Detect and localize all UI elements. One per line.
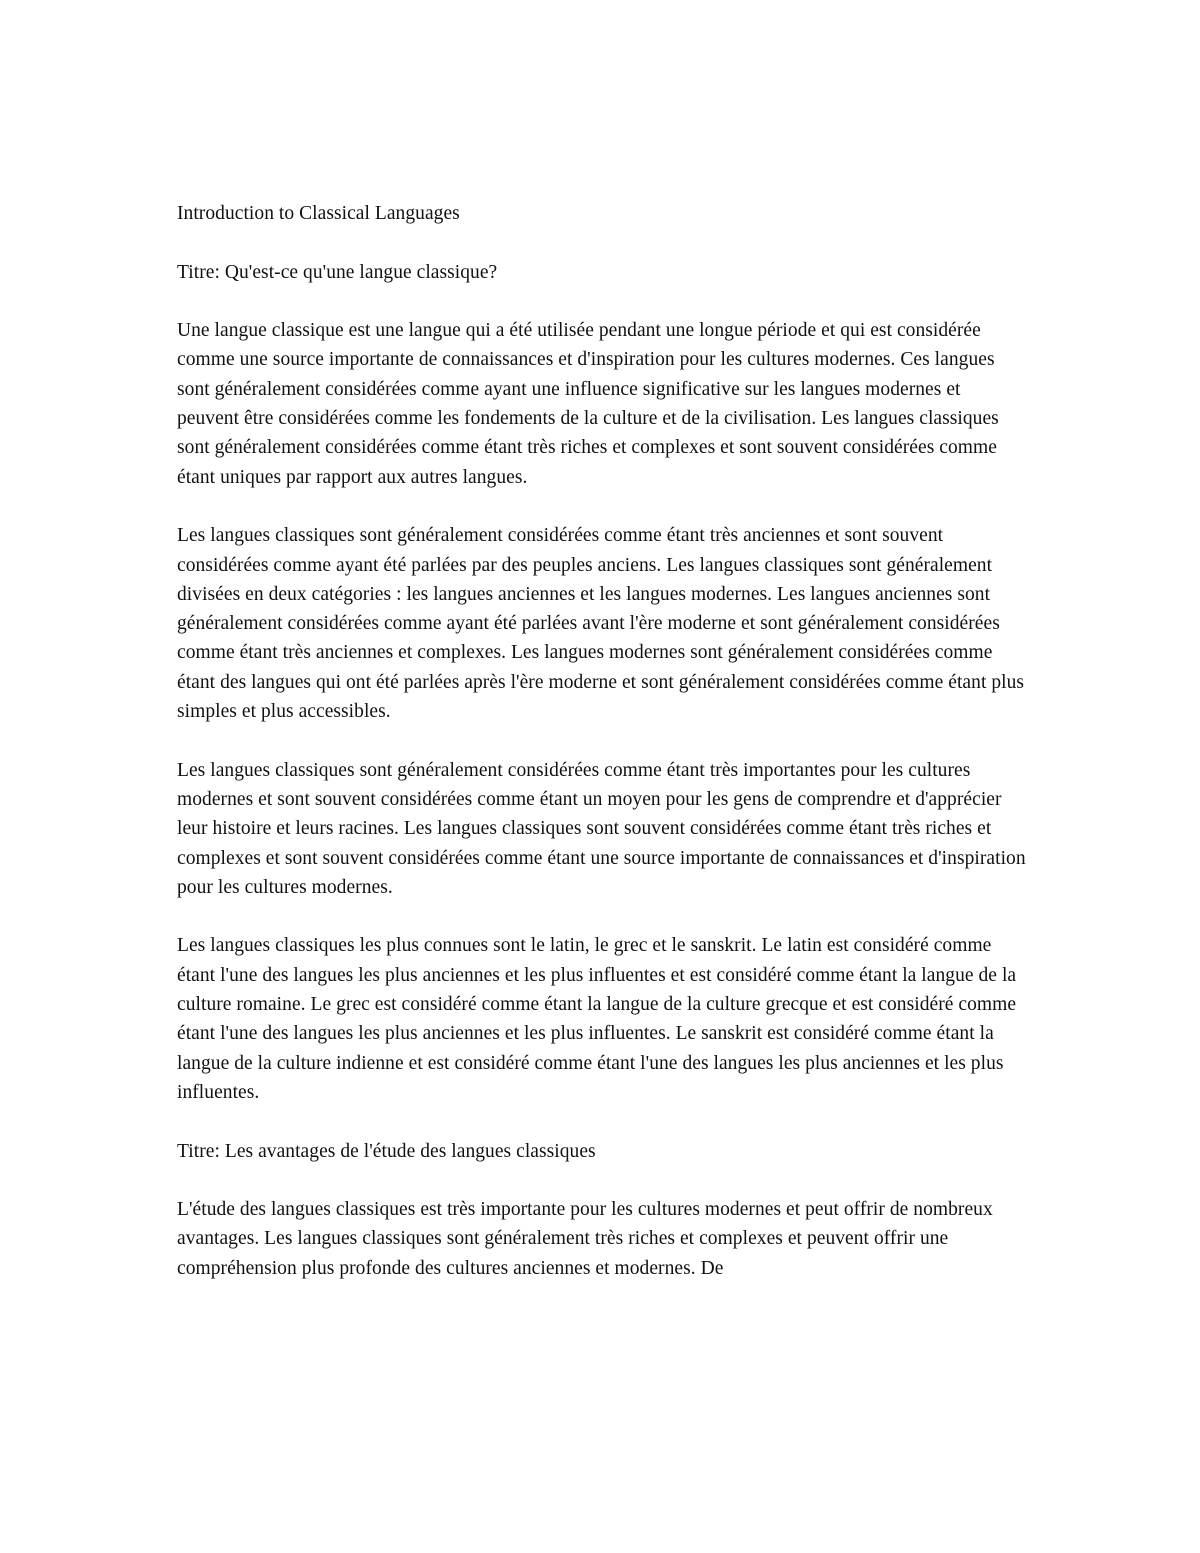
paragraph: L'étude des langues classiques est très importante pour les cultures modernes et peut offrir de nombreux avantages. Les langues classiques sont généralement très riches et complexes et peuvent offrir une compréhension plus profonde des cultures anciennes et modernes. De — [177, 1199, 993, 1279]
paragraph: Les langues classiques les plus connues sont le latin, le grec et le sanskrit. Le latin est considéré comme étant l'une des langues les plus anciennes et les plus influentes et est considéré comme étant la langue de la culture romaine. Le grec est considéré comme étant la langue de la culture grecque et est considéré comme étant l'une des langues les plus anciennes et les plus influentes. Le sanskrit est considéré comme étant la langue de la culture indienne et est considéré comme étant l'une des langues les plus anciennes et les plus influentes. — [177, 935, 1017, 1103]
document-body — [177, 199, 1027, 1312]
document-heading: Introduction to Classical Languages — [177, 203, 460, 224]
paragraph: Une langue classique est une langue qui a été utilisée pendant une longue période et qui est considérée comme une source importante de connaissances et d'inspiration pour les cultures modernes. Ces langues sont généralement considérées comme ayant une influence significative sur les langues modernes et peuvent être considérées comme les fondements de la culture et de la civilisation. Les langues classiques sont généralement considérées comme étant très riches et complexes et sont souvent considérées comme étant uniques par rapport aux autres langues. — [177, 320, 999, 488]
paragraph: Les langues classiques sont généralement considérées comme étant très importantes pour les cultures modernes et sont souvent considérées comme étant un moyen pour les gens de comprendre et d'apprécier leur histoire et leurs racines. Les langues classiques sont souvent considérées comme étant très riches et complexes et sont souvent considérées comme étant une source importante de connaissances et d'inspiration pour les cultures modernes. — [177, 759, 1026, 898]
section-title: Titre: Les avantages de l'étude des langues classiques — [177, 1140, 596, 1162]
section-title: Titre: Qu'est-ce qu'une langue classique? — [177, 261, 498, 283]
paragraph: Les langues classiques sont généralement considérées comme étant très anciennes et sont souvent considérées comme ayant été parlées par des peuples anciens. Les langues classiques sont généralement divisées en deux catégories : les langues anciennes et les langues modernes. Les langues anciennes sont généralement considérées comme ayant été parlées avant l'ère moderne et sont généralement considérées comme étant très anciennes et complexes. Les langues modernes sont généralement considérées comme étant des langues qui ont été parlées après l'ère moderne et sont généralement considérées comme étant plus simples et plus accessibles. — [177, 525, 1025, 723]
